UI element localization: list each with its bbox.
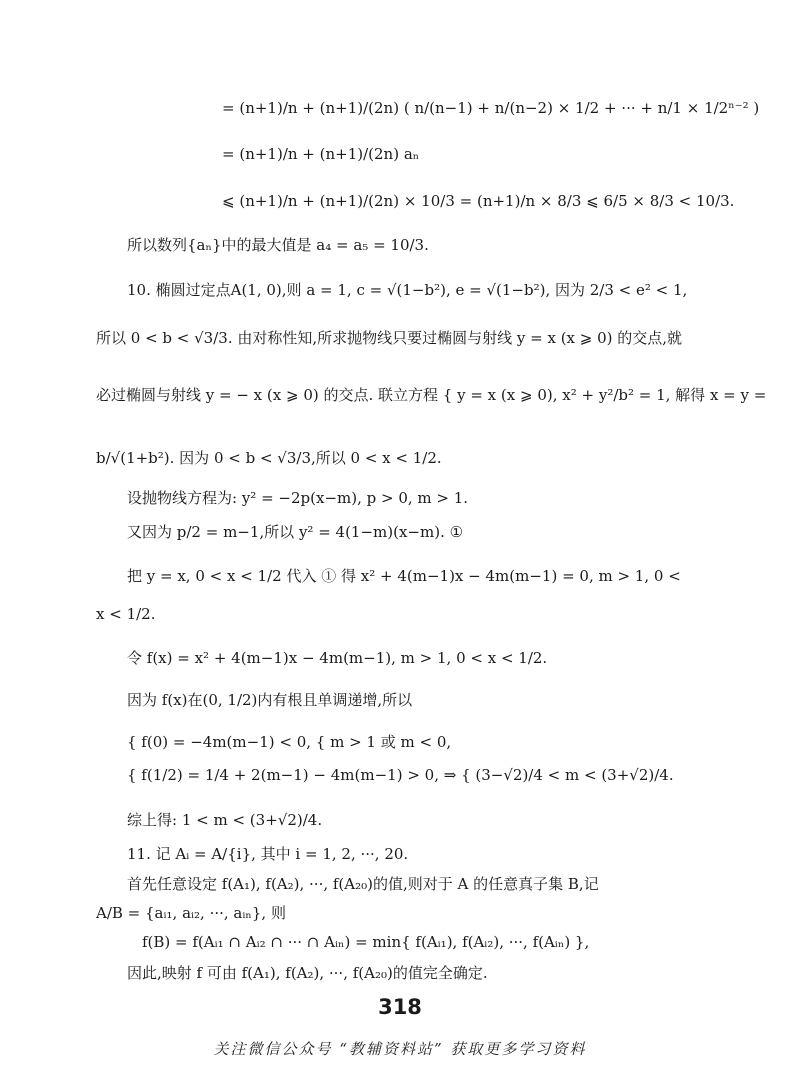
text-line: 又因为 p/2 = m−1,所以 y² = 4(1−m)(x−m). ① — [127, 523, 464, 541]
text-line: f(B) = f(Aᵢ₁ ∩ Aᵢ₂ ∩ ··· ∩ Aᵢₙ) = min{ f(Aᵢ₁), f(Aᵢ₂), ···, f(Aᵢₙ) }, — [142, 933, 590, 951]
problem-11-heading: 11. 记 Aᵢ = A/{i}, 其中 i = 1, 2, ···, 20. — [127, 845, 409, 863]
problem-10-heading: 10. 椭圆过定点A(1, 0),则 a = 1, c = √(1−b²), e = √(1−b²), 因为 2/3 < e² < 1, — [127, 281, 688, 299]
page-number: 318 — [378, 995, 422, 1019]
text-line: 首先任意设定 f(A₁), f(A₂), ···, f(A₂₀)的值,则对于 A 的任意真子集 B,记 — [127, 875, 599, 893]
text-line: { f(1/2) = 1/4 + 2(m−1) − 4m(m−1) > 0, ⇒ { (3−√2)/4 < m < (3+√2)/4. — [127, 766, 674, 784]
text-line: 设抛物线方程为: y² = −2p(x−m), p > 0, m > 1. — [127, 489, 469, 507]
text-line: A/B = {aᵢ₁, aᵢ₂, ···, aᵢₙ}, 则 — [96, 904, 286, 922]
text-line: 把 y = x, 0 < x < 1/2 代入 ① 得 x² + 4(m−1)x − 4m(m−1) = 0, m > 1, 0 < — [127, 567, 681, 585]
text-line: x < 1/2. — [96, 605, 156, 623]
text-line: 因为 f(x)在(0, 1/2)内有根且单调递增,所以 — [127, 691, 413, 709]
text-line: 令 f(x) = x² + 4(m−1)x − 4m(m−1), m > 1, 0 < x < 1/2. — [127, 649, 548, 667]
text-line: 必过椭圆与射线 y = − x (x ⩾ 0) 的交点. 联立方程 { y = x (x ⩾ 0), x² + y²/b² = 1, 解得 x = y = — [96, 386, 767, 404]
text-line: = (n+1)/n + (n+1)/(2n) aₙ — [222, 145, 420, 163]
text-line: { f(0) = −4m(m−1) < 0, { m > 1 或 m < 0, — [127, 733, 452, 751]
text-line: ⩽ (n+1)/n + (n+1)/(2n) × 10/3 = (n+1)/n × 8/3 ⩽ 6/5 × 8/3 < 10/3. — [222, 192, 735, 210]
text-line: b/√(1+b²). 因为 0 < b < √3/3,所以 0 < x < 1/2. — [96, 449, 442, 467]
text-line: 因此,映射 f 可由 f(A₁), f(A₂), ···, f(A₂₀)的值完全确定. — [127, 964, 488, 982]
text-line: 所以 0 < b < √3/3. 由对称性知,所求抛物线只要过椭圆与射线 y = x (x ⩾ 0) 的交点,就 — [96, 329, 683, 347]
footer-watermark: 关注微信公众号 “教辅资料站” 获取更多学习资料 — [213, 1040, 587, 1058]
text-line: 所以数列{aₙ}中的最大值是 a₄ = a₅ = 10/3. — [127, 236, 429, 254]
text-line: = (n+1)/n + (n+1)/(2n) ( n/(n−1) + n/(n−2) × 1/2 + ··· + n/1 × 1/2ⁿ⁻² ) — [222, 99, 760, 117]
text-line: 综上得: 1 < m < (3+√2)/4. — [127, 811, 323, 829]
